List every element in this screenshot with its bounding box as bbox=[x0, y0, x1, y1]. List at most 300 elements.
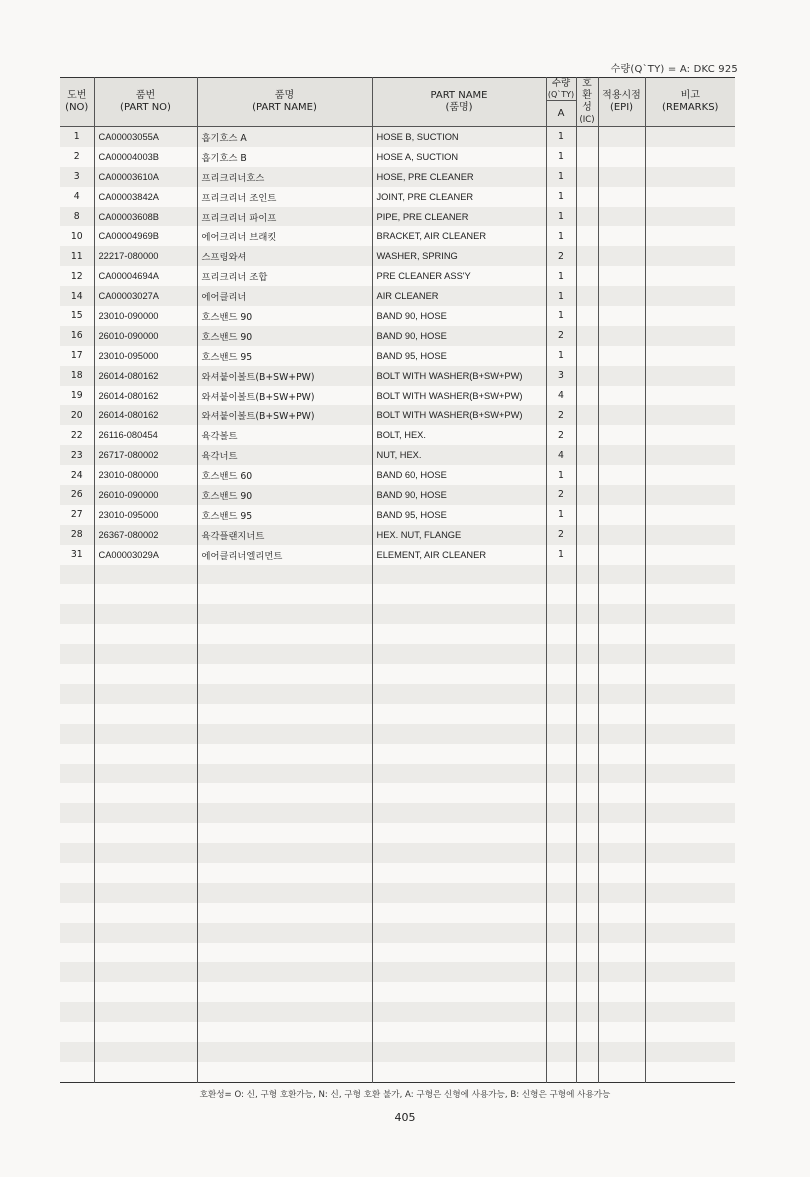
cell-remarks bbox=[645, 1042, 735, 1062]
cell-quantity bbox=[546, 565, 576, 585]
cell-remarks bbox=[645, 246, 735, 266]
cell-no: 15 bbox=[60, 306, 94, 326]
cell-remarks bbox=[645, 1022, 735, 1042]
cell-no: 12 bbox=[60, 266, 94, 286]
cell-quantity bbox=[546, 883, 576, 903]
cell-quantity bbox=[546, 843, 576, 863]
cell-part-no: 23010-080000 bbox=[94, 465, 197, 485]
cell-part-name-en bbox=[372, 783, 546, 803]
cell-part-name-en bbox=[372, 644, 546, 664]
cell-interchangeability bbox=[576, 1002, 598, 1022]
cell-part-name-en bbox=[372, 1042, 546, 1062]
cell-interchangeability bbox=[576, 545, 598, 565]
cell-quantity bbox=[546, 644, 576, 664]
col-header-epi: 적용시점 (EPI) bbox=[598, 78, 645, 127]
cell-no bbox=[60, 624, 94, 644]
cell-no bbox=[60, 584, 94, 604]
cell-no: 4 bbox=[60, 187, 94, 207]
cell-epi bbox=[598, 943, 645, 963]
empty-table-row bbox=[60, 1042, 735, 1062]
cell-part-name-ko bbox=[197, 783, 372, 803]
cell-interchangeability bbox=[576, 644, 598, 664]
cell-epi bbox=[598, 982, 645, 1002]
cell-quantity: 1 bbox=[546, 226, 576, 246]
cell-interchangeability bbox=[576, 604, 598, 624]
cell-no: 1 bbox=[60, 127, 94, 147]
cell-remarks bbox=[645, 326, 735, 346]
cell-interchangeability bbox=[576, 525, 598, 545]
empty-table-row bbox=[60, 664, 735, 684]
cell-quantity bbox=[546, 903, 576, 923]
cell-part-name-en bbox=[372, 604, 546, 624]
cell-part-name-ko bbox=[197, 565, 372, 585]
quantity-model-note: 수량(Q`TY) = A: DKC 925 bbox=[610, 64, 738, 75]
cell-part-name-en: HOSE A, SUCTION bbox=[372, 147, 546, 167]
cell-quantity: 1 bbox=[546, 127, 576, 147]
cell-epi bbox=[598, 1022, 645, 1042]
cell-remarks bbox=[645, 644, 735, 664]
col-header-quantity: 수량 (Q`TY) A bbox=[546, 78, 576, 127]
cell-epi bbox=[598, 167, 645, 187]
cell-part-name-en: PIPE, PRE CLEANER bbox=[372, 207, 546, 227]
cell-epi bbox=[598, 465, 645, 485]
cell-part-name-ko bbox=[197, 704, 372, 724]
table-row bbox=[60, 405, 735, 425]
cell-interchangeability bbox=[576, 127, 598, 147]
cell-part-no bbox=[94, 644, 197, 664]
cell-part-name-ko bbox=[197, 664, 372, 684]
cell-epi bbox=[598, 684, 645, 704]
cell-quantity bbox=[546, 982, 576, 1002]
cell-interchangeability bbox=[576, 266, 598, 286]
cell-epi bbox=[598, 246, 645, 266]
cell-no bbox=[60, 565, 94, 585]
cell-quantity bbox=[546, 943, 576, 963]
cell-quantity bbox=[546, 604, 576, 624]
cell-part-name-ko bbox=[197, 843, 372, 863]
cell-part-name-ko: 에어크리너 브래킷 bbox=[197, 226, 372, 246]
cell-no bbox=[60, 903, 94, 923]
cell-interchangeability bbox=[576, 962, 598, 982]
cell-no bbox=[60, 803, 94, 823]
cell-remarks bbox=[645, 624, 735, 644]
cell-part-name-en: BAND 95, HOSE bbox=[372, 346, 546, 366]
cell-part-name-ko: 육각너트 bbox=[197, 445, 372, 465]
cell-interchangeability bbox=[576, 326, 598, 346]
cell-part-name-en: BOLT WITH WASHER(B+SW+PW) bbox=[372, 366, 546, 386]
cell-epi bbox=[598, 366, 645, 386]
cell-no bbox=[60, 1062, 94, 1082]
cell-epi bbox=[598, 962, 645, 982]
cell-no: 8 bbox=[60, 207, 94, 227]
cell-part-name-en bbox=[372, 744, 546, 764]
cell-epi bbox=[598, 903, 645, 923]
cell-part-no: 26367-080002 bbox=[94, 525, 197, 545]
cell-quantity bbox=[546, 764, 576, 784]
col-header-part-no: 품번 (PART NO) bbox=[94, 78, 197, 127]
cell-part-name-en: BAND 90, HOSE bbox=[372, 306, 546, 326]
cell-part-name-en bbox=[372, 684, 546, 704]
cell-remarks bbox=[645, 545, 735, 565]
cell-epi bbox=[598, 1002, 645, 1022]
empty-table-row bbox=[60, 843, 735, 863]
empty-table-row bbox=[60, 883, 735, 903]
cell-part-name-ko: 프리크리너 조합 bbox=[197, 266, 372, 286]
cell-quantity: 4 bbox=[546, 386, 576, 406]
cell-no: 24 bbox=[60, 465, 94, 485]
table-row bbox=[60, 485, 735, 505]
cell-no bbox=[60, 724, 94, 744]
cell-part-no bbox=[94, 962, 197, 982]
table-row bbox=[60, 525, 735, 545]
table-row bbox=[60, 127, 735, 147]
cell-epi bbox=[598, 664, 645, 684]
cell-part-name-ko bbox=[197, 962, 372, 982]
table-row bbox=[60, 306, 735, 326]
cell-remarks bbox=[645, 525, 735, 545]
cell-interchangeability bbox=[576, 226, 598, 246]
cell-part-name-en bbox=[372, 823, 546, 843]
cell-part-no: 23010-090000 bbox=[94, 306, 197, 326]
cell-interchangeability bbox=[576, 147, 598, 167]
table-row bbox=[60, 386, 735, 406]
cell-interchangeability bbox=[576, 664, 598, 684]
cell-part-name-ko: 호스밴드 95 bbox=[197, 505, 372, 525]
cell-part-name-en: BOLT, HEX. bbox=[372, 425, 546, 445]
cell-part-name-en bbox=[372, 664, 546, 684]
table-row bbox=[60, 167, 735, 187]
cell-part-no bbox=[94, 1042, 197, 1062]
cell-no: 31 bbox=[60, 545, 94, 565]
cell-epi bbox=[598, 485, 645, 505]
cell-part-no bbox=[94, 943, 197, 963]
cell-epi bbox=[598, 326, 645, 346]
empty-table-row bbox=[60, 1022, 735, 1042]
cell-interchangeability bbox=[576, 903, 598, 923]
cell-part-no: 26014-080162 bbox=[94, 386, 197, 406]
cell-part-no: CA00003610A bbox=[94, 167, 197, 187]
cell-remarks bbox=[645, 923, 735, 943]
cell-interchangeability bbox=[576, 207, 598, 227]
col-header-part-name-en: PART NAME (품명) bbox=[372, 78, 546, 127]
cell-part-name-en bbox=[372, 903, 546, 923]
cell-part-no: CA00003608B bbox=[94, 207, 197, 227]
cell-epi bbox=[598, 744, 645, 764]
cell-part-no: 23010-095000 bbox=[94, 346, 197, 366]
cell-no: 22 bbox=[60, 425, 94, 445]
cell-no bbox=[60, 823, 94, 843]
cell-part-name-en bbox=[372, 584, 546, 604]
cell-part-name-ko: 육각플랜지너트 bbox=[197, 525, 372, 545]
parts-table-body bbox=[60, 127, 735, 1083]
cell-no bbox=[60, 1022, 94, 1042]
table-row bbox=[60, 366, 735, 386]
cell-part-name-ko bbox=[197, 1062, 372, 1082]
cell-part-name-ko: 호스밴드 90 bbox=[197, 306, 372, 326]
cell-no bbox=[60, 644, 94, 664]
cell-epi bbox=[598, 386, 645, 406]
cell-remarks bbox=[645, 724, 735, 744]
cell-epi bbox=[598, 565, 645, 585]
cell-interchangeability bbox=[576, 624, 598, 644]
cell-interchangeability bbox=[576, 1062, 598, 1082]
cell-interchangeability bbox=[576, 982, 598, 1002]
empty-table-row bbox=[60, 624, 735, 644]
empty-table-row bbox=[60, 584, 735, 604]
cell-remarks bbox=[645, 744, 735, 764]
cell-quantity bbox=[546, 704, 576, 724]
cell-quantity bbox=[546, 1002, 576, 1022]
cell-no bbox=[60, 1042, 94, 1062]
cell-remarks bbox=[645, 505, 735, 525]
cell-remarks bbox=[645, 803, 735, 823]
cell-part-name-en: BOLT WITH WASHER(B+SW+PW) bbox=[372, 386, 546, 406]
cell-part-name-ko bbox=[197, 1042, 372, 1062]
cell-remarks bbox=[645, 883, 735, 903]
cell-quantity bbox=[546, 923, 576, 943]
cell-quantity: 1 bbox=[546, 286, 576, 306]
empty-table-row bbox=[60, 604, 735, 624]
cell-part-name-en: BAND 90, HOSE bbox=[372, 485, 546, 505]
col-header-interchangeability: 호 환 성 (IC) bbox=[576, 78, 598, 127]
cell-remarks bbox=[645, 565, 735, 585]
cell-part-name-ko: 흡기호스 A bbox=[197, 127, 372, 147]
cell-quantity: 1 bbox=[546, 207, 576, 227]
cell-part-name-ko bbox=[197, 1002, 372, 1022]
cell-epi bbox=[598, 803, 645, 823]
table-row bbox=[60, 266, 735, 286]
cell-part-name-ko bbox=[197, 943, 372, 963]
col-header-remarks: 비고 (REMARKS) bbox=[645, 78, 735, 127]
cell-part-no: 26010-090000 bbox=[94, 485, 197, 505]
table-row bbox=[60, 246, 735, 266]
cell-part-no bbox=[94, 1062, 197, 1082]
table-row bbox=[60, 326, 735, 346]
col-header-no: 도번 (NO) bbox=[60, 78, 94, 127]
cell-epi bbox=[598, 147, 645, 167]
cell-part-name-ko: 프리크리너 파이프 bbox=[197, 207, 372, 227]
cell-epi bbox=[598, 1062, 645, 1082]
parts-table bbox=[60, 77, 735, 1083]
cell-part-no: 23010-095000 bbox=[94, 505, 197, 525]
cell-epi bbox=[598, 425, 645, 445]
cell-epi bbox=[598, 724, 645, 744]
cell-part-name-ko bbox=[197, 923, 372, 943]
cell-epi bbox=[598, 405, 645, 425]
table-row bbox=[60, 147, 735, 167]
cell-no bbox=[60, 664, 94, 684]
cell-interchangeability bbox=[576, 1022, 598, 1042]
cell-quantity bbox=[546, 584, 576, 604]
cell-quantity bbox=[546, 684, 576, 704]
cell-part-name-en: WASHER, SPRING bbox=[372, 246, 546, 266]
cell-epi bbox=[598, 764, 645, 784]
cell-remarks bbox=[645, 187, 735, 207]
table-row bbox=[60, 505, 735, 525]
cell-part-no bbox=[94, 823, 197, 843]
cell-part-name-en bbox=[372, 1062, 546, 1082]
cell-interchangeability bbox=[576, 843, 598, 863]
cell-remarks bbox=[645, 465, 735, 485]
cell-interchangeability bbox=[576, 883, 598, 903]
cell-remarks bbox=[645, 286, 735, 306]
cell-interchangeability bbox=[576, 764, 598, 784]
empty-table-row bbox=[60, 823, 735, 843]
cell-part-no: 26014-080162 bbox=[94, 366, 197, 386]
cell-interchangeability bbox=[576, 286, 598, 306]
cell-no bbox=[60, 843, 94, 863]
cell-part-name-ko: 와셔붙이볼트(B+SW+PW) bbox=[197, 405, 372, 425]
cell-part-name-en: HEX. NUT, FLANGE bbox=[372, 525, 546, 545]
cell-quantity bbox=[546, 624, 576, 644]
cell-remarks bbox=[645, 1062, 735, 1082]
table-row bbox=[60, 207, 735, 227]
cell-interchangeability bbox=[576, 167, 598, 187]
cell-no bbox=[60, 704, 94, 724]
cell-epi bbox=[598, 306, 645, 326]
cell-interchangeability bbox=[576, 565, 598, 585]
cell-no bbox=[60, 943, 94, 963]
cell-remarks bbox=[645, 226, 735, 246]
cell-quantity: 2 bbox=[546, 485, 576, 505]
cell-part-no bbox=[94, 803, 197, 823]
cell-no: 19 bbox=[60, 386, 94, 406]
cell-part-no bbox=[94, 1022, 197, 1042]
cell-part-no: CA00004694A bbox=[94, 266, 197, 286]
cell-quantity: 1 bbox=[546, 147, 576, 167]
cell-part-name-ko: 호스밴드 60 bbox=[197, 465, 372, 485]
cell-remarks bbox=[645, 1002, 735, 1022]
cell-quantity bbox=[546, 724, 576, 744]
cell-remarks bbox=[645, 207, 735, 227]
cell-no bbox=[60, 604, 94, 624]
cell-part-no bbox=[94, 624, 197, 644]
cell-part-name-ko bbox=[197, 982, 372, 1002]
empty-table-row bbox=[60, 943, 735, 963]
cell-remarks bbox=[645, 823, 735, 843]
cell-remarks bbox=[645, 704, 735, 724]
cell-no: 3 bbox=[60, 167, 94, 187]
cell-part-name-en bbox=[372, 565, 546, 585]
empty-table-row bbox=[60, 962, 735, 982]
cell-part-no: CA00004969B bbox=[94, 226, 197, 246]
cell-part-name-ko bbox=[197, 803, 372, 823]
cell-remarks bbox=[645, 982, 735, 1002]
cell-epi bbox=[598, 863, 645, 883]
table-row bbox=[60, 286, 735, 306]
cell-epi bbox=[598, 823, 645, 843]
cell-no bbox=[60, 783, 94, 803]
cell-part-name-en: HOSE, PRE CLEANER bbox=[372, 167, 546, 187]
cell-epi bbox=[598, 783, 645, 803]
cell-remarks bbox=[645, 445, 735, 465]
cell-interchangeability bbox=[576, 425, 598, 445]
cell-quantity: 4 bbox=[546, 445, 576, 465]
cell-quantity: 1 bbox=[546, 306, 576, 326]
cell-remarks bbox=[645, 664, 735, 684]
cell-epi bbox=[598, 207, 645, 227]
cell-part-no: 26717-080002 bbox=[94, 445, 197, 465]
cell-part-no bbox=[94, 1002, 197, 1022]
cell-remarks bbox=[645, 405, 735, 425]
cell-epi bbox=[598, 187, 645, 207]
cell-part-name-ko bbox=[197, 724, 372, 744]
cell-part-name-en bbox=[372, 803, 546, 823]
empty-table-row bbox=[60, 744, 735, 764]
cell-interchangeability bbox=[576, 505, 598, 525]
cell-part-name-en bbox=[372, 863, 546, 883]
cell-interchangeability bbox=[576, 943, 598, 963]
cell-no: 10 bbox=[60, 226, 94, 246]
cell-quantity bbox=[546, 783, 576, 803]
cell-part-no bbox=[94, 684, 197, 704]
table-header-row bbox=[60, 78, 735, 127]
cell-remarks bbox=[645, 943, 735, 963]
empty-table-row bbox=[60, 1002, 735, 1022]
table-row bbox=[60, 226, 735, 246]
cell-part-name-ko: 에어클리너 bbox=[197, 286, 372, 306]
cell-part-no: 26014-080162 bbox=[94, 405, 197, 425]
cell-no: 20 bbox=[60, 405, 94, 425]
cell-interchangeability bbox=[576, 465, 598, 485]
cell-interchangeability bbox=[576, 405, 598, 425]
cell-part-name-ko bbox=[197, 764, 372, 784]
table-row bbox=[60, 425, 735, 445]
cell-no: 27 bbox=[60, 505, 94, 525]
cell-part-name-ko: 프리크리너 조인트 bbox=[197, 187, 372, 207]
cell-part-name-en: HOSE B, SUCTION bbox=[372, 127, 546, 147]
cell-part-name-ko bbox=[197, 684, 372, 704]
cell-part-name-ko: 프리크리너호스 bbox=[197, 167, 372, 187]
cell-part-name-en bbox=[372, 1022, 546, 1042]
cell-part-name-en bbox=[372, 843, 546, 863]
cell-remarks bbox=[645, 684, 735, 704]
empty-table-row bbox=[60, 982, 735, 1002]
cell-no bbox=[60, 684, 94, 704]
cell-part-name-ko: 와셔붙이볼트(B+SW+PW) bbox=[197, 366, 372, 386]
cell-part-no bbox=[94, 783, 197, 803]
cell-quantity bbox=[546, 744, 576, 764]
cell-quantity: 1 bbox=[546, 187, 576, 207]
cell-part-no bbox=[94, 584, 197, 604]
cell-part-name-en: BRACKET, AIR CLEANER bbox=[372, 226, 546, 246]
cell-no: 17 bbox=[60, 346, 94, 366]
cell-no bbox=[60, 863, 94, 883]
cell-epi bbox=[598, 266, 645, 286]
table-row bbox=[60, 346, 735, 366]
cell-quantity bbox=[546, 803, 576, 823]
cell-part-name-en bbox=[372, 1002, 546, 1022]
cell-remarks bbox=[645, 147, 735, 167]
cell-no: 2 bbox=[60, 147, 94, 167]
cell-part-no bbox=[94, 664, 197, 684]
cell-part-name-en: AIR CLEANER bbox=[372, 286, 546, 306]
cell-no bbox=[60, 982, 94, 1002]
empty-table-row bbox=[60, 863, 735, 883]
cell-quantity bbox=[546, 823, 576, 843]
cell-no: 23 bbox=[60, 445, 94, 465]
cell-remarks bbox=[645, 306, 735, 326]
cell-part-name-ko bbox=[197, 1022, 372, 1042]
cell-part-name-ko: 스프링와셔 bbox=[197, 246, 372, 266]
table-row bbox=[60, 545, 735, 565]
cell-remarks bbox=[645, 425, 735, 445]
cell-no: 26 bbox=[60, 485, 94, 505]
cell-quantity bbox=[546, 664, 576, 684]
cell-part-no: 26010-090000 bbox=[94, 326, 197, 346]
cell-interchangeability bbox=[576, 1042, 598, 1062]
cell-part-name-ko: 에어클리너엘리먼트 bbox=[197, 545, 372, 565]
